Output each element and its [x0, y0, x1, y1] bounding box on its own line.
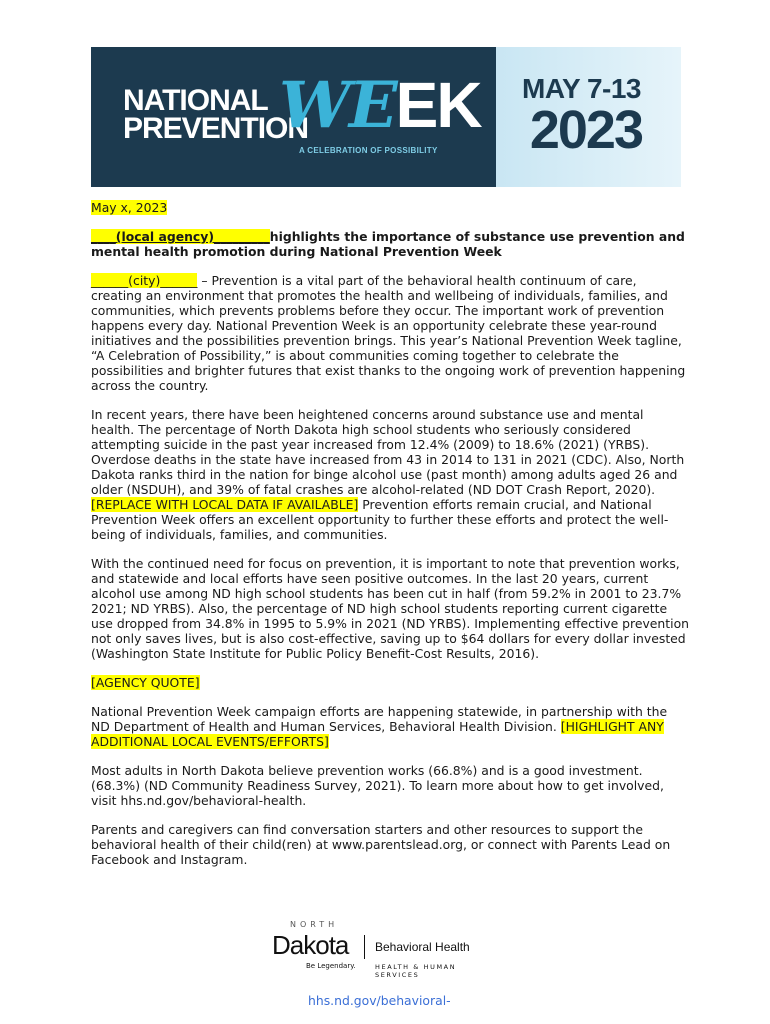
- dateline-paragraph: [91, 200, 689, 215]
- banner-date-range: MAY 7-13: [522, 73, 641, 104]
- logo-divider: [364, 935, 365, 959]
- logo-department: HEALTH & HUMAN SERVICES: [375, 963, 457, 979]
- intro-text: – Prevention is a vital part of the behavioral health continuum of care, creating an environment that promotes the health and wellbeing of individuals, families, and communities, which prevents problems before they occur. The important work of prevention happens every day. National Prevention Week is an opportunity celebrate these year-round initiatives and the possibilities prevention brings. This year’s National Prevention Week tagline, “A Celebration of Possibility,” is about communities coming together to celebrate the possibilities and brighter futures that exist thanks to the ongoing work of prevention happening across the country.: [91, 273, 686, 393]
- concerns-tail: Prevention efforts remain crucial, and National Prevention Week offers an excellent opportunity to further these efforts and protect the well-being of individuals, families, and communities.: [91, 497, 669, 542]
- local-events-placeholder: [HIGHLIGHT ANY ADDITIONAL LOCAL EVENTS/EFFORTS]: [91, 719, 664, 749]
- banner-title-line2: PREVENTION: [123, 112, 309, 145]
- logo-slogan: Be Legendary.: [306, 962, 356, 970]
- banner-week-word: [279, 68, 481, 143]
- agency-quote-placeholder: [AGENCY QUOTE]: [91, 675, 200, 690]
- paragraph-concerns: [91, 407, 689, 542]
- paragraph-campaign: [91, 704, 689, 749]
- paragraph-quote: [91, 675, 689, 690]
- headline: [91, 229, 689, 259]
- footer-link[interactable]: hhs.nd.gov/behavioral-: [308, 993, 451, 1008]
- concerns-text: In recent years, there have been heightened concerns around substance use and mental health. The percentage of North Dakota high school students who seriously considered attempting suicide in the past year increased from 12.4% (2009) to 18.6% (2021) (YRBS). Overdose deaths in the state have increased from 43 in 2014 to 131 in 2021 (CDC). Also, North Dakota ranks third in the nation for binge alcohol use (past month) among adults aged 26 and older (NSDUH), and 39% of fatal crashes are alcohol-related (ND DOT Crash Report, 2020).: [91, 407, 685, 497]
- banner-week-we: WE: [279, 68, 396, 143]
- nat-prevention-week-banner: [91, 47, 681, 187]
- campaign-text: National Prevention Week campaign efforts are happening statewide, in partnership with the ND Department of Health and Human Services, Behavioral Health Division.: [91, 704, 668, 734]
- banner-title-line1: NATIONAL: [123, 84, 268, 117]
- paragraph-parents: Parents and caregivers can find conversation starters and other resources to support the behavioral health of their child(ren) at www.parentslead.org, or connect with Parents Lead on Facebook and Instagram.: [91, 822, 671, 867]
- logo-dakota: Dakota: [272, 930, 349, 960]
- headline-text: highlights the importance of substance use prevention and mental health promotion during National Prevention Week: [91, 229, 685, 259]
- banner-week-ek: EK: [395, 69, 481, 141]
- paragraph-outcomes: With the continued need for focus on prevention, it is important to note that prevention works, and statewide and local efforts have seen positive outcomes. In the last 20 years, current alcohol use among ND high school students has been cut in half (from 59.2% in 2001 to 23.7% 2021; ND YRBS). Also, the percentage of ND high school students reporting current cigarette use dropped from 34.8% in 1995 to 5.9% in 2021 (ND YRBS). Implementing effective prevention not only saves lives, but is also cost-effective, saving up to $64 dollars for every dollar invested (Washington State Institute for Public Policy Benefit-Cost Results, 2016).: [91, 556, 689, 661]
- banner-tagline: A CELEBRATION OF POSSIBILITY: [299, 146, 438, 155]
- logo-division: Behavioral Health: [375, 940, 470, 954]
- local-agency-placeholder: ____(local agency)_________: [91, 229, 270, 244]
- dateline: May x, 2023: [91, 200, 168, 215]
- nd-hhs-logo: [272, 920, 502, 980]
- paragraph-survey: Most adults in North Dakota believe prevention works (66.8%) and is a good investment. (68.3%) (ND Community Readiness Survey, 2021). To learn more about how to get involved, visit hhs.nd.gov/behavioral-health.: [91, 763, 664, 808]
- paragraph-intro: [91, 273, 689, 393]
- banner-year: 2023: [529, 100, 642, 160]
- press-release-body: [91, 200, 689, 881]
- logo-north: NORTH: [290, 920, 339, 929]
- local-data-placeholder: [REPLACE WITH LOCAL DATA IF AVAILABLE]: [91, 497, 359, 512]
- city-placeholder: ______(city)______: [91, 273, 198, 288]
